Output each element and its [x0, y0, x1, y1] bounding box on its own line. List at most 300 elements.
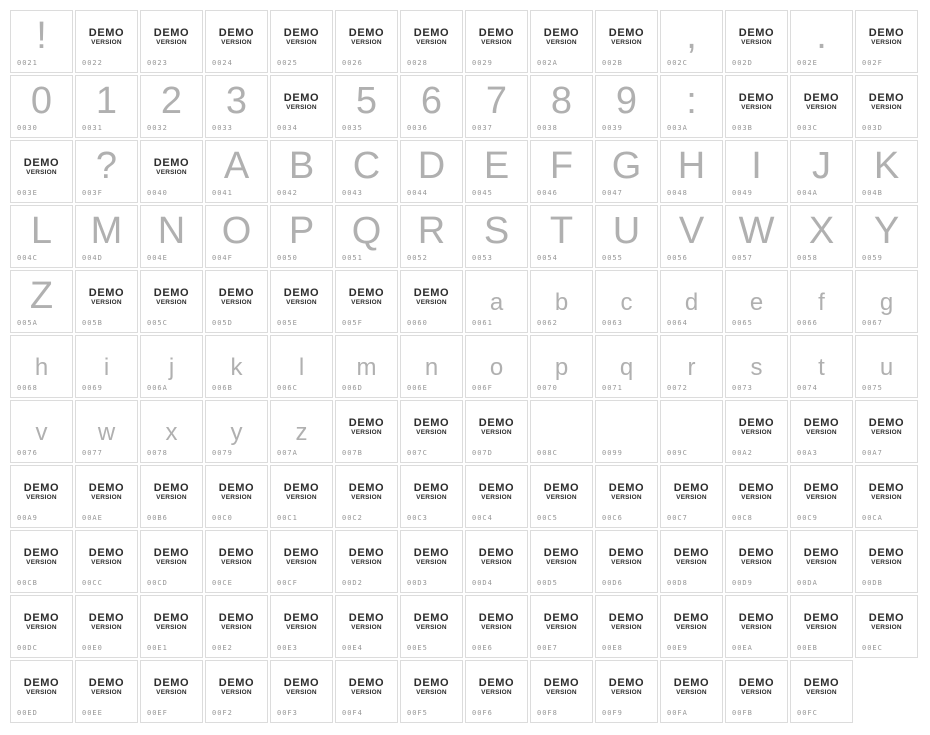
- demo-watermark-line2: VERSION: [156, 624, 187, 631]
- glyph-cell[interactable]: [205, 595, 268, 658]
- demo-watermark-line2: VERSION: [481, 689, 512, 696]
- glyph-cell[interactable]: [10, 10, 73, 73]
- glyph-cell[interactable]: [270, 75, 333, 138]
- glyph-preview: Y: [873, 210, 900, 252]
- glyph-preview: F: [549, 145, 574, 187]
- glyph-cell[interactable]: [400, 205, 463, 268]
- codepoint-label: 0069: [82, 384, 103, 392]
- glyph-preview: i: [103, 354, 110, 381]
- demo-watermark-line1: DEMO: [868, 27, 905, 39]
- codepoint-label: 0048: [667, 189, 688, 197]
- codepoint-label: 00E9: [667, 644, 688, 652]
- glyph-cell[interactable]: [270, 335, 333, 398]
- demo-version-watermark: [271, 613, 332, 632]
- codepoint-label: 00C4: [472, 514, 493, 522]
- glyph-cell[interactable]: [660, 335, 723, 398]
- glyph-cell[interactable]: [205, 270, 268, 333]
- demo-version-watermark: [791, 418, 852, 437]
- glyph-preview: l: [298, 354, 305, 381]
- glyph-cell[interactable]: [400, 595, 463, 658]
- codepoint-label: 005D: [212, 319, 233, 327]
- glyph-cell[interactable]: [400, 530, 463, 593]
- demo-watermark-line2: VERSION: [416, 39, 447, 46]
- demo-watermark-line2: VERSION: [156, 494, 187, 501]
- glyph-cell[interactable]: [660, 595, 723, 658]
- glyph-cell[interactable]: [75, 660, 138, 723]
- glyph-cell[interactable]: [790, 335, 853, 398]
- glyph-cell[interactable]: [725, 660, 788, 723]
- glyph-cell[interactable]: [270, 400, 333, 463]
- glyph-cell[interactable]: [10, 530, 73, 593]
- demo-watermark-line1: DEMO: [413, 417, 450, 429]
- glyph-cell[interactable]: [335, 660, 398, 723]
- glyph-cell[interactable]: [75, 465, 138, 528]
- glyph-cell[interactable]: [660, 10, 723, 73]
- glyph-cell[interactable]: [530, 660, 593, 723]
- codepoint-label: 00EB: [797, 644, 818, 652]
- glyph-cell[interactable]: [465, 595, 528, 658]
- glyph-cell[interactable]: [725, 400, 788, 463]
- demo-watermark-line2: VERSION: [351, 689, 382, 696]
- demo-version-watermark: [531, 548, 592, 567]
- glyph-cell[interactable]: [790, 205, 853, 268]
- glyph-cell[interactable]: [205, 75, 268, 138]
- demo-version-watermark: [401, 28, 462, 47]
- glyph-cell[interactable]: [465, 75, 528, 138]
- glyph-cell[interactable]: [855, 595, 918, 658]
- codepoint-label: 00CE: [212, 579, 233, 587]
- glyph-cell[interactable]: [335, 205, 398, 268]
- glyph-cell[interactable]: [725, 270, 788, 333]
- demo-watermark-line2: VERSION: [91, 559, 122, 566]
- demo-watermark-line1: DEMO: [478, 677, 515, 689]
- demo-version-watermark: [401, 678, 462, 697]
- glyph-preview: f: [818, 289, 825, 316]
- codepoint-label: 002A: [537, 59, 558, 67]
- demo-watermark-line2: VERSION: [806, 104, 837, 111]
- demo-watermark-line2: VERSION: [351, 624, 382, 631]
- glyph-cell[interactable]: [270, 270, 333, 333]
- glyph-cell[interactable]: [205, 335, 268, 398]
- codepoint-label: 0079: [212, 449, 233, 457]
- codepoint-label: 004A: [797, 189, 818, 197]
- glyph-cell[interactable]: [725, 75, 788, 138]
- demo-watermark-line1: DEMO: [738, 27, 775, 39]
- glyph-cell[interactable]: [335, 465, 398, 528]
- glyph-cell[interactable]: [205, 465, 268, 528]
- demo-watermark-line1: DEMO: [543, 482, 580, 494]
- glyph-cell[interactable]: [595, 270, 658, 333]
- glyph-cell[interactable]: [595, 660, 658, 723]
- glyph-cell[interactable]: [400, 140, 463, 203]
- glyph-preview: 5: [355, 80, 378, 122]
- demo-version-watermark: [791, 613, 852, 632]
- glyph-cell[interactable]: [790, 530, 853, 593]
- glyph-cell[interactable]: [75, 400, 138, 463]
- demo-version-watermark: [336, 483, 397, 502]
- glyph-cell[interactable]: [270, 10, 333, 73]
- glyph-cell[interactable]: [725, 465, 788, 528]
- demo-watermark-line2: VERSION: [611, 624, 642, 631]
- glyph-cell[interactable]: [660, 75, 723, 138]
- codepoint-label: 002D: [732, 59, 753, 67]
- glyph-cell[interactable]: [10, 75, 73, 138]
- codepoint-label: 0026: [342, 59, 363, 67]
- codepoint-label: 00C8: [732, 514, 753, 522]
- demo-watermark-line1: DEMO: [153, 547, 190, 559]
- glyph-cell[interactable]: [595, 465, 658, 528]
- glyph-cell[interactable]: [270, 530, 333, 593]
- glyph-cell[interactable]: [530, 335, 593, 398]
- glyph-cell[interactable]: [400, 400, 463, 463]
- glyph-preview: h: [34, 354, 49, 381]
- glyph-cell[interactable]: [530, 530, 593, 593]
- codepoint-label: 00E8: [602, 644, 623, 652]
- glyph-cell[interactable]: [10, 660, 73, 723]
- glyph-cell[interactable]: [790, 10, 853, 73]
- codepoint-label: 0099: [602, 449, 623, 457]
- glyph-cell[interactable]: [660, 400, 723, 463]
- glyph-preview: u: [879, 354, 894, 381]
- demo-version-watermark: [401, 483, 462, 502]
- demo-version-watermark: [271, 93, 332, 112]
- glyph-cell[interactable]: [10, 205, 73, 268]
- glyph-cell[interactable]: [75, 140, 138, 203]
- glyph-cell[interactable]: [530, 400, 593, 463]
- glyph-cell[interactable]: [140, 530, 203, 593]
- codepoint-label: 0045: [472, 189, 493, 197]
- glyph-cell[interactable]: [335, 140, 398, 203]
- glyph-preview: y: [230, 419, 243, 446]
- demo-watermark-line1: DEMO: [218, 482, 255, 494]
- demo-version-watermark: [401, 288, 462, 307]
- demo-watermark-line1: DEMO: [283, 482, 320, 494]
- glyph-cell[interactable]: [790, 140, 853, 203]
- demo-watermark-line2: VERSION: [871, 624, 902, 631]
- glyph-cell[interactable]: [205, 205, 268, 268]
- glyph-cell[interactable]: [75, 335, 138, 398]
- glyph-cell[interactable]: [10, 400, 73, 463]
- glyph-cell[interactable]: [595, 10, 658, 73]
- glyph-preview: T: [549, 210, 574, 252]
- demo-version-watermark: [336, 418, 397, 437]
- glyph-cell[interactable]: [75, 595, 138, 658]
- codepoint-label: 00C3: [407, 514, 428, 522]
- glyph-preview: :: [686, 80, 697, 122]
- demo-watermark-line2: VERSION: [806, 494, 837, 501]
- demo-watermark-line2: VERSION: [286, 624, 317, 631]
- demo-watermark-line1: DEMO: [283, 27, 320, 39]
- demo-version-watermark: [206, 288, 267, 307]
- demo-watermark-line1: DEMO: [23, 612, 60, 624]
- glyph-preview: H: [677, 145, 706, 187]
- demo-watermark-line2: VERSION: [546, 39, 577, 46]
- glyph-cell[interactable]: [855, 465, 918, 528]
- glyph-cell[interactable]: [140, 660, 203, 723]
- glyph-cell[interactable]: [465, 530, 528, 593]
- demo-watermark-line1: DEMO: [88, 677, 125, 689]
- glyph-cell[interactable]: [270, 595, 333, 658]
- glyph-cell[interactable]: [465, 660, 528, 723]
- glyph-preview: x: [165, 419, 178, 446]
- demo-version-watermark: [596, 678, 657, 697]
- demo-watermark-line1: DEMO: [413, 287, 450, 299]
- glyph-cell[interactable]: [140, 465, 203, 528]
- glyph-preview: k: [230, 354, 243, 381]
- glyph-preview: ,: [686, 15, 697, 57]
- codepoint-label: 00EF: [147, 709, 168, 717]
- demo-watermark-line2: VERSION: [156, 39, 187, 46]
- glyph-cell[interactable]: [75, 205, 138, 268]
- glyph-cell[interactable]: [140, 140, 203, 203]
- glyph-cell[interactable]: [530, 595, 593, 658]
- glyph-cell[interactable]: [855, 270, 918, 333]
- glyph-cell[interactable]: [140, 75, 203, 138]
- glyph-cell[interactable]: [335, 595, 398, 658]
- glyph-cell[interactable]: [140, 270, 203, 333]
- glyph-cell[interactable]: [790, 660, 853, 723]
- glyph-preview: S: [483, 210, 510, 252]
- glyph-cell[interactable]: [400, 270, 463, 333]
- glyph-preview: Z: [29, 275, 54, 317]
- glyph-cell[interactable]: [855, 10, 918, 73]
- demo-watermark-line2: VERSION: [221, 559, 252, 566]
- glyph-cell[interactable]: [595, 140, 658, 203]
- codepoint-label: 0041: [212, 189, 233, 197]
- codepoint-label: 002F: [862, 59, 883, 67]
- glyph-cell[interactable]: [10, 270, 73, 333]
- codepoint-label: 0071: [602, 384, 623, 392]
- demo-watermark-line2: VERSION: [286, 104, 317, 111]
- glyph-cell[interactable]: [140, 400, 203, 463]
- glyph-cell[interactable]: [465, 140, 528, 203]
- glyph-cell[interactable]: [530, 205, 593, 268]
- glyph-cell[interactable]: [855, 75, 918, 138]
- glyph-cell[interactable]: [660, 205, 723, 268]
- glyph-preview: q: [619, 354, 634, 381]
- glyph-cell[interactable]: [270, 465, 333, 528]
- glyph-cell[interactable]: [530, 10, 593, 73]
- demo-watermark-line1: DEMO: [738, 547, 775, 559]
- demo-watermark-line2: VERSION: [416, 689, 447, 696]
- glyph-cell[interactable]: [660, 660, 723, 723]
- glyph-preview: e: [749, 289, 764, 316]
- glyph-cell[interactable]: [595, 400, 658, 463]
- demo-watermark-line1: DEMO: [218, 612, 255, 624]
- demo-watermark-line2: VERSION: [676, 559, 707, 566]
- demo-watermark-line1: DEMO: [413, 27, 450, 39]
- glyph-cell[interactable]: [790, 270, 853, 333]
- glyph-preview: s: [750, 354, 763, 381]
- glyph-cell[interactable]: [140, 595, 203, 658]
- demo-watermark-line2: VERSION: [416, 429, 447, 436]
- codepoint-label: 005C: [147, 319, 168, 327]
- glyph-cell[interactable]: [465, 335, 528, 398]
- glyph-cell[interactable]: [400, 660, 463, 723]
- codepoint-label: 00EE: [82, 709, 103, 717]
- glyph-cell[interactable]: [855, 335, 918, 398]
- glyph-cell[interactable]: [855, 205, 918, 268]
- glyph-cell[interactable]: [75, 75, 138, 138]
- glyph-cell[interactable]: [855, 400, 918, 463]
- glyph-cell[interactable]: [465, 205, 528, 268]
- demo-watermark-line2: VERSION: [481, 624, 512, 631]
- glyph-cell[interactable]: [270, 205, 333, 268]
- demo-watermark-line2: VERSION: [546, 689, 577, 696]
- demo-version-watermark: [141, 678, 202, 697]
- demo-watermark-line2: VERSION: [806, 689, 837, 696]
- glyph-cell[interactable]: [400, 335, 463, 398]
- glyph-cell[interactable]: [595, 205, 658, 268]
- glyph-cell[interactable]: [140, 10, 203, 73]
- glyph-cell[interactable]: [725, 140, 788, 203]
- glyph-cell[interactable]: [10, 595, 73, 658]
- glyph-preview: E: [483, 145, 510, 187]
- glyph-cell[interactable]: [595, 335, 658, 398]
- glyph-cell[interactable]: [205, 140, 268, 203]
- demo-version-watermark: [726, 548, 787, 567]
- glyph-cell[interactable]: [790, 465, 853, 528]
- codepoint-label: 00EC: [862, 644, 883, 652]
- glyph-cell[interactable]: [595, 75, 658, 138]
- demo-watermark-line2: VERSION: [806, 429, 837, 436]
- codepoint-label: 004E: [147, 254, 168, 262]
- glyph-preview: w: [97, 419, 116, 446]
- glyph-preview: C: [352, 145, 381, 187]
- glyph-cell[interactable]: [530, 465, 593, 528]
- glyph-cell[interactable]: [205, 660, 268, 723]
- glyph-cell[interactable]: [400, 465, 463, 528]
- glyph-cell[interactable]: [790, 595, 853, 658]
- codepoint-label: 00F4: [342, 709, 363, 717]
- glyph-cell[interactable]: [335, 10, 398, 73]
- demo-watermark-line2: VERSION: [871, 494, 902, 501]
- glyph-cell[interactable]: [75, 530, 138, 593]
- glyph-cell[interactable]: [270, 660, 333, 723]
- glyph-cell[interactable]: [725, 10, 788, 73]
- glyph-cell[interactable]: [10, 140, 73, 203]
- glyph-cell[interactable]: [205, 10, 268, 73]
- glyph-cell[interactable]: [660, 140, 723, 203]
- glyph-cell[interactable]: [725, 205, 788, 268]
- glyph-cell[interactable]: [530, 270, 593, 333]
- glyph-cell[interactable]: [75, 10, 138, 73]
- codepoint-label: 00A2: [732, 449, 753, 457]
- demo-watermark-line2: VERSION: [481, 39, 512, 46]
- glyph-cell[interactable]: [725, 595, 788, 658]
- glyph-cell[interactable]: [10, 335, 73, 398]
- demo-watermark-line2: VERSION: [676, 689, 707, 696]
- codepoint-label: 0077: [82, 449, 103, 457]
- glyph-cell[interactable]: [855, 140, 918, 203]
- demo-watermark-line1: DEMO: [673, 612, 710, 624]
- demo-watermark-line1: DEMO: [673, 547, 710, 559]
- demo-watermark-line1: DEMO: [738, 612, 775, 624]
- glyph-cell[interactable]: [335, 530, 398, 593]
- codepoint-label: 0065: [732, 319, 753, 327]
- glyph-cell[interactable]: [400, 75, 463, 138]
- glyph-cell[interactable]: [595, 530, 658, 593]
- glyph-preview: 7: [485, 80, 508, 122]
- demo-watermark-line2: VERSION: [26, 624, 57, 631]
- codepoint-label: 00C5: [537, 514, 558, 522]
- glyph-cell[interactable]: [335, 335, 398, 398]
- codepoint-label: 0054: [537, 254, 558, 262]
- codepoint-label: 0022: [82, 59, 103, 67]
- codepoint-label: 00E3: [277, 644, 298, 652]
- glyph-cell[interactable]: [660, 465, 723, 528]
- glyph-cell[interactable]: [140, 335, 203, 398]
- glyph-preview: p: [554, 354, 569, 381]
- codepoint-label: 0076: [17, 449, 38, 457]
- demo-watermark-line2: VERSION: [221, 689, 252, 696]
- demo-version-watermark: [596, 483, 657, 502]
- codepoint-label: 0064: [667, 319, 688, 327]
- glyph-cell[interactable]: [400, 10, 463, 73]
- glyph-cell[interactable]: [530, 140, 593, 203]
- glyph-cell[interactable]: [205, 400, 268, 463]
- demo-watermark-line1: DEMO: [868, 482, 905, 494]
- glyph-cell[interactable]: [335, 400, 398, 463]
- glyph-cell[interactable]: [75, 270, 138, 333]
- demo-watermark-line2: VERSION: [156, 689, 187, 696]
- demo-version-watermark: [791, 483, 852, 502]
- glyph-cell[interactable]: [335, 75, 398, 138]
- demo-watermark-line1: DEMO: [88, 547, 125, 559]
- demo-version-watermark: [661, 548, 722, 567]
- codepoint-label: 00F8: [537, 709, 558, 717]
- glyph-cell[interactable]: [660, 530, 723, 593]
- demo-watermark-line1: DEMO: [348, 677, 385, 689]
- glyph-cell[interactable]: [465, 400, 528, 463]
- glyph-cell[interactable]: [10, 465, 73, 528]
- glyph-cell[interactable]: [335, 270, 398, 333]
- demo-version-watermark: [726, 483, 787, 502]
- glyph-cell[interactable]: [465, 10, 528, 73]
- codepoint-label: 006A: [147, 384, 168, 392]
- codepoint-label: 00E7: [537, 644, 558, 652]
- demo-watermark-line2: VERSION: [351, 559, 382, 566]
- codepoint-label: 00FB: [732, 709, 753, 717]
- demo-watermark-line2: VERSION: [871, 429, 902, 436]
- glyph-preview: G: [611, 145, 642, 187]
- glyph-cell[interactable]: [855, 530, 918, 593]
- codepoint-label: 002B: [602, 59, 623, 67]
- glyph-cell[interactable]: [140, 205, 203, 268]
- glyph-cell[interactable]: [790, 400, 853, 463]
- glyph-cell[interactable]: [465, 465, 528, 528]
- codepoint-label: 00F2: [212, 709, 233, 717]
- codepoint-label: 0049: [732, 189, 753, 197]
- demo-version-watermark: [726, 418, 787, 437]
- glyph-cell[interactable]: [725, 335, 788, 398]
- glyph-preview: K: [873, 145, 900, 187]
- glyph-cell[interactable]: [660, 270, 723, 333]
- glyph-cell[interactable]: [725, 530, 788, 593]
- glyph-cell[interactable]: [270, 140, 333, 203]
- glyph-cell[interactable]: [595, 595, 658, 658]
- glyph-cell[interactable]: [530, 75, 593, 138]
- codepoint-label: 0047: [602, 189, 623, 197]
- glyph-preview: .: [816, 15, 827, 57]
- glyph-cell[interactable]: [205, 530, 268, 593]
- demo-version-watermark: [661, 613, 722, 632]
- glyph-preview: 9: [615, 80, 638, 122]
- glyph-cell[interactable]: [465, 270, 528, 333]
- glyph-cell[interactable]: [790, 75, 853, 138]
- codepoint-label: 00C9: [797, 514, 818, 522]
- codepoint-label: 00D4: [472, 579, 493, 587]
